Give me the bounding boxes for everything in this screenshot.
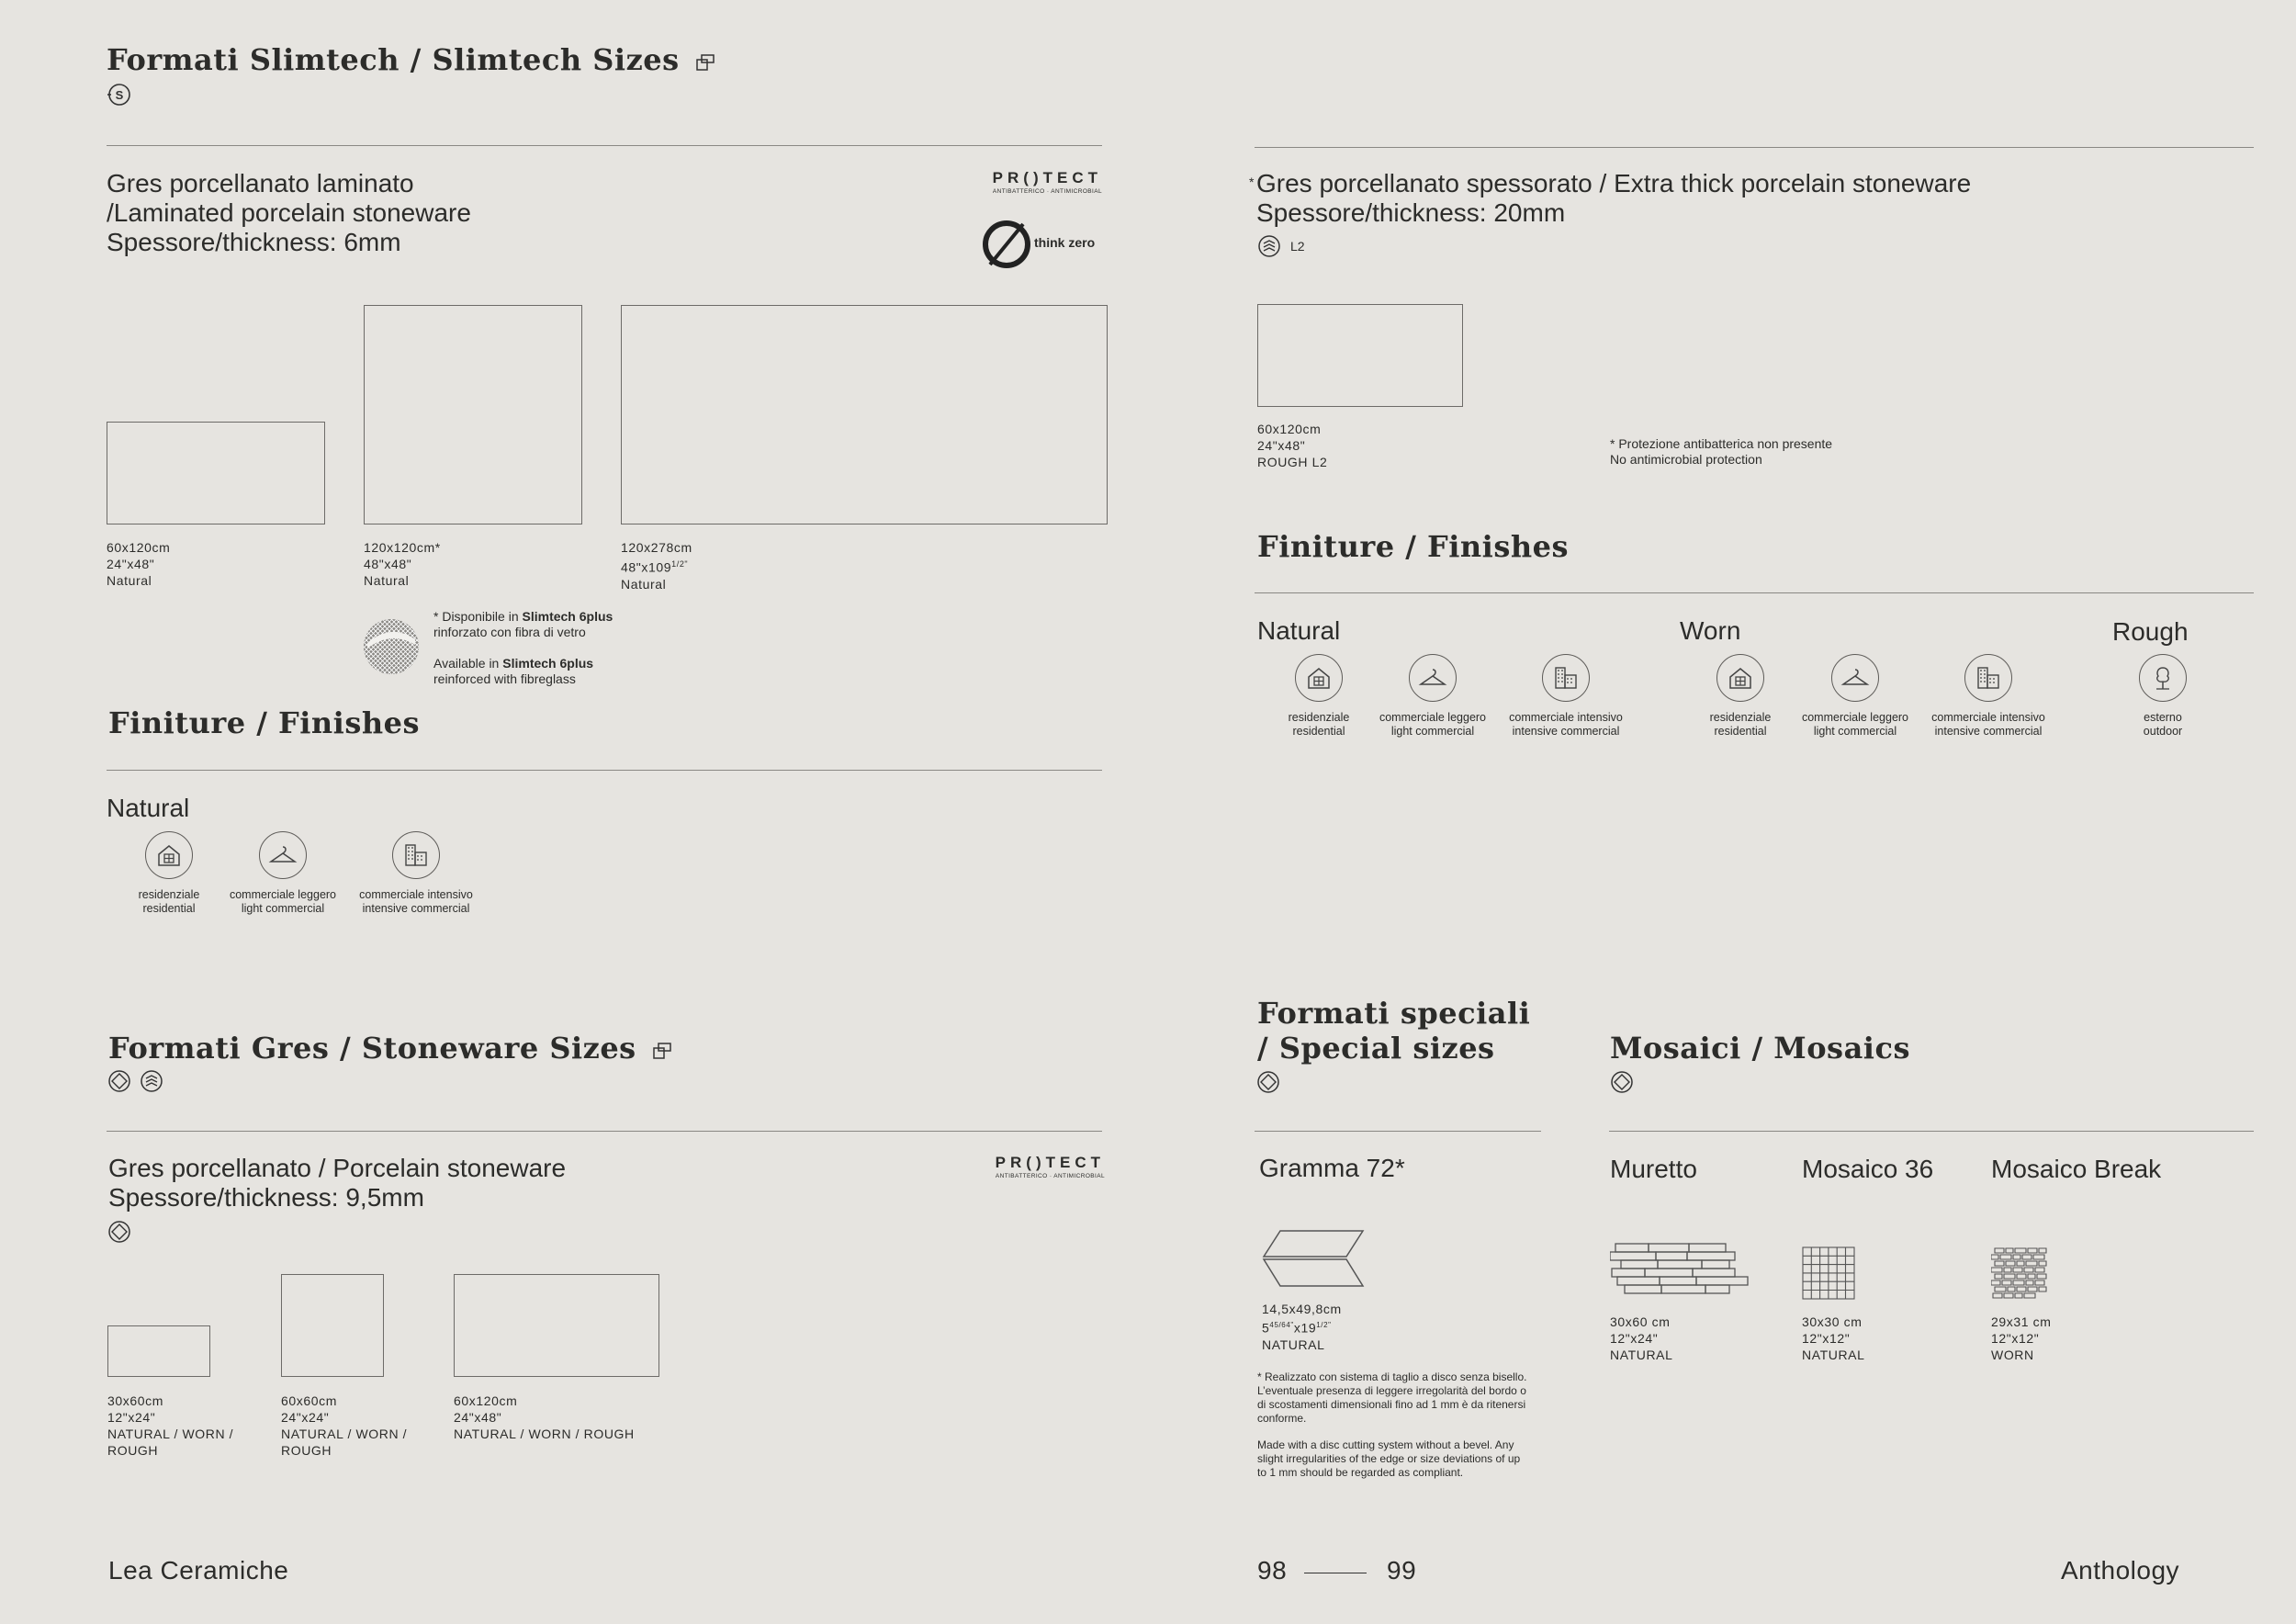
special-title: Formati speciali / Special sizes <box>1257 996 1531 1066</box>
special-caption: 14,5x49,8cm $5^{45/64"}x19^{1/2"}$ NATURAL <box>1262 1302 1342 1352</box>
muretto-pattern-icon <box>1610 1242 1750 1299</box>
size-format-icon <box>695 53 715 72</box>
diamond-badge-icon <box>1611 1071 1633 1093</box>
use-light-commercial: commerciale leggero light commercial <box>1791 654 1919 739</box>
finish-name: Natural <box>107 794 190 822</box>
tile-30x60 <box>107 1325 210 1377</box>
divider <box>107 1131 1102 1132</box>
fibreglass-note: * Disponibile in Slimtech 6plus rinforzato con fibra di vetro Available in Slimtech 6plus reinforced with fibreglass <box>433 609 613 686</box>
tile-caption: 120x120cm* 48"x48" Natural <box>364 540 441 588</box>
gres-title: Formati Gres / Stoneware Sizes <box>108 1031 672 1066</box>
page-number-left: 98 <box>1257 1556 1288 1585</box>
finishes-title: Finiture / Finishes <box>108 705 420 740</box>
tile-caption: 60x120cm 24"x48" Natural <box>107 540 171 588</box>
use-residential: residenziale residential <box>1676 654 1805 739</box>
use-residential: residenziale residential <box>105 831 233 916</box>
divider <box>1255 147 2254 148</box>
intensive-commercial-icon <box>1964 654 2012 702</box>
divider <box>1255 592 2254 593</box>
finish-name: Natural <box>1257 616 1341 645</box>
protect-logo: PR()TECT ANTIBATTERICO · ANTIMICROBIAL <box>992 169 1102 195</box>
use-intensive-commercial: commerciale intensivo intensive commercial <box>352 831 480 916</box>
use-intensive-commercial: commerciale intensivo intensive commercial <box>1502 654 1630 739</box>
page-number-right: 99 <box>1387 1556 1417 1585</box>
divider <box>107 145 1102 146</box>
divider <box>107 770 1102 771</box>
finish-name: Rough <box>2112 617 2189 646</box>
use-light-commercial: commerciale leggero light commercial <box>219 831 347 916</box>
residential-icon <box>145 831 193 879</box>
thinkzero-icon <box>981 219 1032 270</box>
waves-badge-icon <box>1258 235 1280 257</box>
tile-caption: 60x120cm 24"x48" ROUGH L2 <box>1257 422 1328 469</box>
tile-caption: 120x278cm $48"x109^{1/2"}$ Natural <box>621 540 692 592</box>
waves-badge-icon <box>141 1070 163 1092</box>
special-name: Gramma 72* <box>1259 1154 1405 1182</box>
light-commercial-icon <box>1831 654 1879 702</box>
mosaic-caption: 29x31 cm 12"x12" WORN <box>1991 1314 2052 1362</box>
mosaic-caption: 30x30 cm 12"x12" NATURAL <box>1802 1314 1865 1362</box>
tile-120x278 <box>621 305 1108 524</box>
footer-brand: Anthology <box>2061 1556 2180 1585</box>
tile-60x120 <box>107 422 325 524</box>
mosaico-break-pattern-icon <box>1991 1246 2048 1300</box>
fibreglass-mesh-icon <box>362 617 421 676</box>
use-intensive-commercial: commerciale intensivo intensive commercial <box>1924 654 2053 739</box>
use-residential: residenziale residential <box>1255 654 1383 739</box>
use-outdoor: esterno outdoor <box>2099 654 2227 739</box>
mosaic-name: Mosaico 36 <box>1802 1155 1934 1183</box>
finish-name: Worn <box>1680 616 1741 645</box>
use-light-commercial: commerciale leggero light commercial <box>1368 654 1497 739</box>
tile-60x60 <box>281 1274 384 1377</box>
finishes-title: Finiture / Finishes <box>1257 529 1569 564</box>
antimicrobial-note: * Protezione antibatterica non presente No antimicrobial protection <box>1610 436 1833 467</box>
special-note: * Realizzato con sistema di taglio a disco senza bisello. L’eventuale presenza di leggere irregolarità del bordo o di scostamenti dimensionali fino ad 1 mm è da ritenersi conforme. Made with a disc cutting system without a bevel. Any slight irregularities of the edge or size deviations of up to 1 mm should be regarded as compliant. <box>1257 1370 1527 1479</box>
light-commercial-icon <box>259 831 307 879</box>
divider <box>1609 1131 2254 1132</box>
tile-caption: 60x120cm 24"x48" NATURAL / WORN / ROUGH <box>454 1393 635 1441</box>
size-format-icon <box>652 1042 672 1060</box>
gres-subtitle: Gres porcellanato / Porcelain stoneware Spessore/thickness: 9,5mm <box>108 1154 567 1212</box>
tile-caption: 30x60cm 12"x24" NATURAL / WORN / ROUGH <box>107 1393 234 1458</box>
intensive-commercial-icon <box>392 831 440 879</box>
light-commercial-icon <box>1409 654 1457 702</box>
footer-brand: Lea Ceramiche <box>108 1556 289 1585</box>
gramma-shape-icon <box>1262 1229 1365 1290</box>
diamond-badge-icon <box>108 1221 130 1243</box>
mosaico36-grid-icon <box>1802 1246 1855 1300</box>
thick-subtitle: * Gres porcellanato spessorato / Extra thick porcelain stoneware Spessore/thickness: 20mm <box>1249 169 1972 227</box>
svg-text:S: S <box>115 88 124 102</box>
thinkzero-logo: think zero <box>981 219 1105 270</box>
mosaic-caption: 30x60 cm 12"x24" NATURAL <box>1610 1314 1673 1362</box>
outdoor-icon <box>2139 654 2187 702</box>
slimtech-subtitle: Gres porcellanato laminato /Laminated porcelain stoneware Spessore/thickness: 6mm <box>107 169 471 256</box>
badge-label: L2 <box>1290 239 1305 254</box>
divider <box>1255 1131 1541 1132</box>
diamond-badge-icon <box>1257 1071 1279 1093</box>
tile-caption: 60x60cm 24"x24" NATURAL / WORN / ROUGH <box>281 1393 408 1458</box>
intensive-commercial-icon <box>1542 654 1590 702</box>
slimtech-title: Formati Slimtech / Slimtech Sizes <box>107 42 715 77</box>
tile-120x120 <box>364 305 582 524</box>
diamond-badge-icon <box>108 1070 130 1092</box>
mosaic-name: Muretto <box>1610 1155 1697 1183</box>
mosaic-name: Mosaico Break <box>1991 1155 2162 1183</box>
tile-60x120 <box>1257 304 1463 407</box>
residential-icon <box>1716 654 1764 702</box>
residential-icon <box>1295 654 1343 702</box>
tile-60x120 <box>454 1274 659 1377</box>
slimtech-badge-icon <box>107 83 129 105</box>
protect-logo: PR()TECT ANTIBATTERICO · ANTIMICROBIAL <box>995 1154 1105 1179</box>
mosaics-title: Mosaici / Mosaics <box>1610 1031 1910 1066</box>
